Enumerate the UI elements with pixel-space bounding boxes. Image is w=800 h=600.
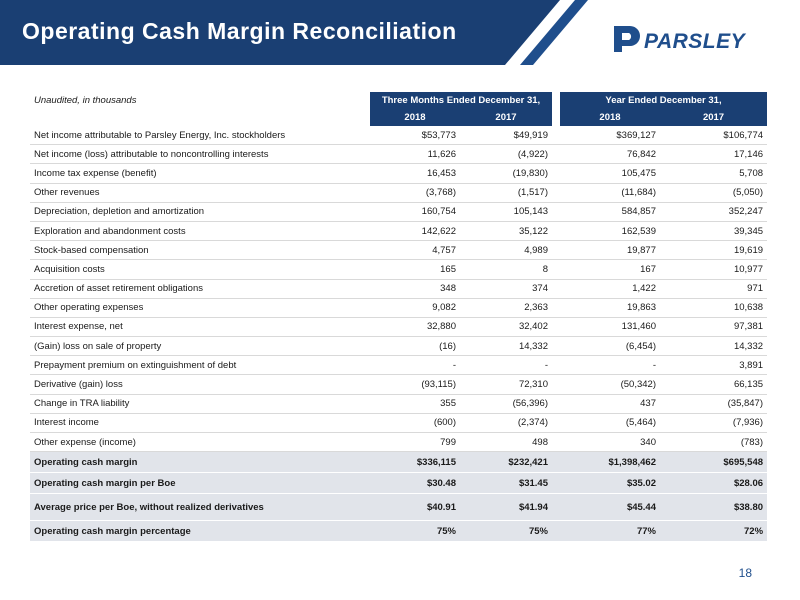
row-label: Net income (loss) attributable to noncontrolling interests bbox=[30, 145, 370, 164]
cell-value: 105,475 bbox=[560, 164, 660, 183]
cell-value: 19,863 bbox=[560, 298, 660, 317]
cell-value: $45.44 bbox=[560, 494, 660, 521]
cell-value: 165 bbox=[370, 260, 460, 279]
cell-value: 799 bbox=[370, 433, 460, 452]
cell-value: 167 bbox=[560, 260, 660, 279]
cell-value: 11,626 bbox=[370, 145, 460, 164]
cell-value: 32,402 bbox=[460, 317, 552, 336]
cell-value: (5,050) bbox=[660, 183, 767, 202]
cell-value: (19,830) bbox=[460, 164, 552, 183]
cell-value: 76,842 bbox=[560, 145, 660, 164]
cell-value: 39,345 bbox=[660, 221, 767, 240]
row-label: Derivative (gain) loss bbox=[30, 375, 370, 394]
table-row bbox=[30, 394, 767, 413]
table-row bbox=[30, 260, 767, 279]
table-row bbox=[30, 433, 767, 452]
table-row bbox=[30, 317, 767, 336]
cell-value: 66,135 bbox=[660, 375, 767, 394]
row-label: Income tax expense (benefit) bbox=[30, 164, 370, 183]
row-label: Other expense (income) bbox=[30, 433, 370, 452]
cell-value: $41.94 bbox=[460, 494, 552, 521]
cell-value: - bbox=[560, 356, 660, 375]
cell-value: $53,773 bbox=[370, 126, 460, 145]
cell-value: (16) bbox=[370, 337, 460, 356]
cell-value: 355 bbox=[370, 394, 460, 413]
table-note: Unaudited, in thousands bbox=[34, 95, 137, 106]
row-label: Other revenues bbox=[30, 183, 370, 202]
cell-value: 19,619 bbox=[660, 241, 767, 260]
three-months-header: Three Months Ended December 31, bbox=[370, 92, 552, 109]
cell-value: 352,247 bbox=[660, 202, 767, 221]
cell-value: 75% bbox=[460, 521, 552, 542]
cell-value: 584,857 bbox=[560, 202, 660, 221]
cell-value: $695,548 bbox=[660, 452, 767, 473]
table-row bbox=[30, 375, 767, 394]
cell-value: $232,421 bbox=[460, 452, 552, 473]
cell-value: 9,082 bbox=[370, 298, 460, 317]
cell-value: 10,638 bbox=[660, 298, 767, 317]
cell-value: 348 bbox=[370, 279, 460, 298]
cell-value: (11,684) bbox=[560, 183, 660, 202]
table-row bbox=[30, 202, 767, 221]
cell-value: (4,922) bbox=[460, 145, 552, 164]
cell-value: 105,143 bbox=[460, 202, 552, 221]
cell-value: $35.02 bbox=[560, 473, 660, 494]
cell-value: 75% bbox=[370, 521, 460, 542]
cell-value: (7,936) bbox=[660, 413, 767, 432]
cell-value: $49,919 bbox=[460, 126, 552, 145]
cell-value: 14,332 bbox=[460, 337, 552, 356]
table-row bbox=[30, 279, 767, 298]
table-row bbox=[30, 183, 767, 202]
row-label: Other operating expenses bbox=[30, 298, 370, 317]
row-label: Acquisition costs bbox=[30, 260, 370, 279]
cell-value: (2,374) bbox=[460, 413, 552, 432]
cell-value: 72,310 bbox=[460, 375, 552, 394]
cell-value: (600) bbox=[370, 413, 460, 432]
cell-value: (3,768) bbox=[370, 183, 460, 202]
cell-value: $40.91 bbox=[370, 494, 460, 521]
cell-value: 1,422 bbox=[560, 279, 660, 298]
cell-value: 10,977 bbox=[660, 260, 767, 279]
cell-value: 340 bbox=[560, 433, 660, 452]
row-label: Depreciation, depletion and amortization bbox=[30, 202, 370, 221]
cell-value: 72% bbox=[660, 521, 767, 542]
cell-value: 131,460 bbox=[560, 317, 660, 336]
cell-value: $28.06 bbox=[660, 473, 767, 494]
row-label: Change in TRA liability bbox=[30, 394, 370, 413]
cell-value: 4,989 bbox=[460, 241, 552, 260]
cell-value: 4,757 bbox=[370, 241, 460, 260]
cell-value: $369,127 bbox=[560, 126, 660, 145]
page-number: 18 bbox=[738, 566, 752, 580]
row-label: Net income attributable to Parsley Energy, Inc. stockholders bbox=[30, 126, 370, 145]
table-row bbox=[30, 413, 767, 432]
cell-value: $31.45 bbox=[460, 473, 552, 494]
cell-value: (1,517) bbox=[460, 183, 552, 202]
year-header-row bbox=[30, 109, 767, 126]
cell-value: 35,122 bbox=[460, 221, 552, 240]
table-row bbox=[30, 145, 767, 164]
reconciliation-table bbox=[30, 92, 767, 542]
table-row bbox=[30, 356, 767, 375]
summary-row bbox=[30, 494, 767, 521]
row-label: Interest income bbox=[30, 413, 370, 432]
cell-value: (5,464) bbox=[560, 413, 660, 432]
cell-value: $106,774 bbox=[660, 126, 767, 145]
table-row bbox=[30, 221, 767, 240]
cell-value: 5,708 bbox=[660, 164, 767, 183]
cell-value: 3,891 bbox=[660, 356, 767, 375]
cell-value: 971 bbox=[660, 279, 767, 298]
cell-value: - bbox=[370, 356, 460, 375]
cell-value: 374 bbox=[460, 279, 552, 298]
cell-value: $38.80 bbox=[660, 494, 767, 521]
cell-value: (6,454) bbox=[560, 337, 660, 356]
cell-value: 32,880 bbox=[370, 317, 460, 336]
table-row bbox=[30, 241, 767, 260]
slide-header bbox=[0, 0, 800, 65]
summary-row bbox=[30, 473, 767, 494]
cell-value: 437 bbox=[560, 394, 660, 413]
row-label: (Gain) loss on sale of property bbox=[30, 337, 370, 356]
row-label: Operating cash margin per Boe bbox=[30, 473, 370, 494]
parsley-logo-icon bbox=[612, 24, 642, 54]
cell-value: $1,398,462 bbox=[560, 452, 660, 473]
cell-value: 77% bbox=[560, 521, 660, 542]
cell-value: 8 bbox=[460, 260, 552, 279]
cell-value: $30.48 bbox=[370, 473, 460, 494]
summary-row bbox=[30, 452, 767, 473]
table-row bbox=[30, 298, 767, 317]
logo-text: PARSLEY bbox=[644, 30, 746, 53]
cell-value: 16,453 bbox=[370, 164, 460, 183]
cell-value: 498 bbox=[460, 433, 552, 452]
row-label: Interest expense, net bbox=[30, 317, 370, 336]
cell-value: 17,146 bbox=[660, 145, 767, 164]
cell-value: 162,539 bbox=[560, 221, 660, 240]
reconciliation-table-container bbox=[30, 92, 767, 542]
row-label: Operating cash margin percentage bbox=[30, 521, 370, 542]
row-label: Operating cash margin bbox=[30, 452, 370, 473]
cell-value: (783) bbox=[660, 433, 767, 452]
row-label: Accretion of asset retirement obligations bbox=[30, 279, 370, 298]
table-row bbox=[30, 164, 767, 183]
year-header: 2018 bbox=[370, 109, 460, 126]
cell-value: - bbox=[460, 356, 552, 375]
table-row bbox=[30, 337, 767, 356]
cell-value: 142,622 bbox=[370, 221, 460, 240]
cell-value: 19,877 bbox=[560, 241, 660, 260]
cell-value: (56,396) bbox=[460, 394, 552, 413]
table-row bbox=[30, 126, 767, 145]
row-label: Average price per Boe, without realized derivatives bbox=[30, 494, 370, 521]
page-title: Operating Cash Margin Reconciliation bbox=[22, 18, 457, 44]
row-label: Prepayment premium on extinguishment of debt bbox=[30, 356, 370, 375]
year-header: 2017 bbox=[660, 109, 767, 126]
cell-value: (35,847) bbox=[660, 394, 767, 413]
cell-value: 2,363 bbox=[460, 298, 552, 317]
cell-value: 14,332 bbox=[660, 337, 767, 356]
cell-value: (93,115) bbox=[370, 375, 460, 394]
cell-value: $336,115 bbox=[370, 452, 460, 473]
cell-value: 160,754 bbox=[370, 202, 460, 221]
summary-row bbox=[30, 521, 767, 542]
row-label: Stock-based compensation bbox=[30, 241, 370, 260]
year-header: 2018 bbox=[560, 109, 660, 126]
year-ended-header: Year Ended December 31, bbox=[560, 92, 767, 109]
row-label: Exploration and abandonment costs bbox=[30, 221, 370, 240]
group-header-row bbox=[30, 92, 767, 109]
year-header: 2017 bbox=[460, 109, 552, 126]
cell-value: (50,342) bbox=[560, 375, 660, 394]
cell-value: 97,381 bbox=[660, 317, 767, 336]
